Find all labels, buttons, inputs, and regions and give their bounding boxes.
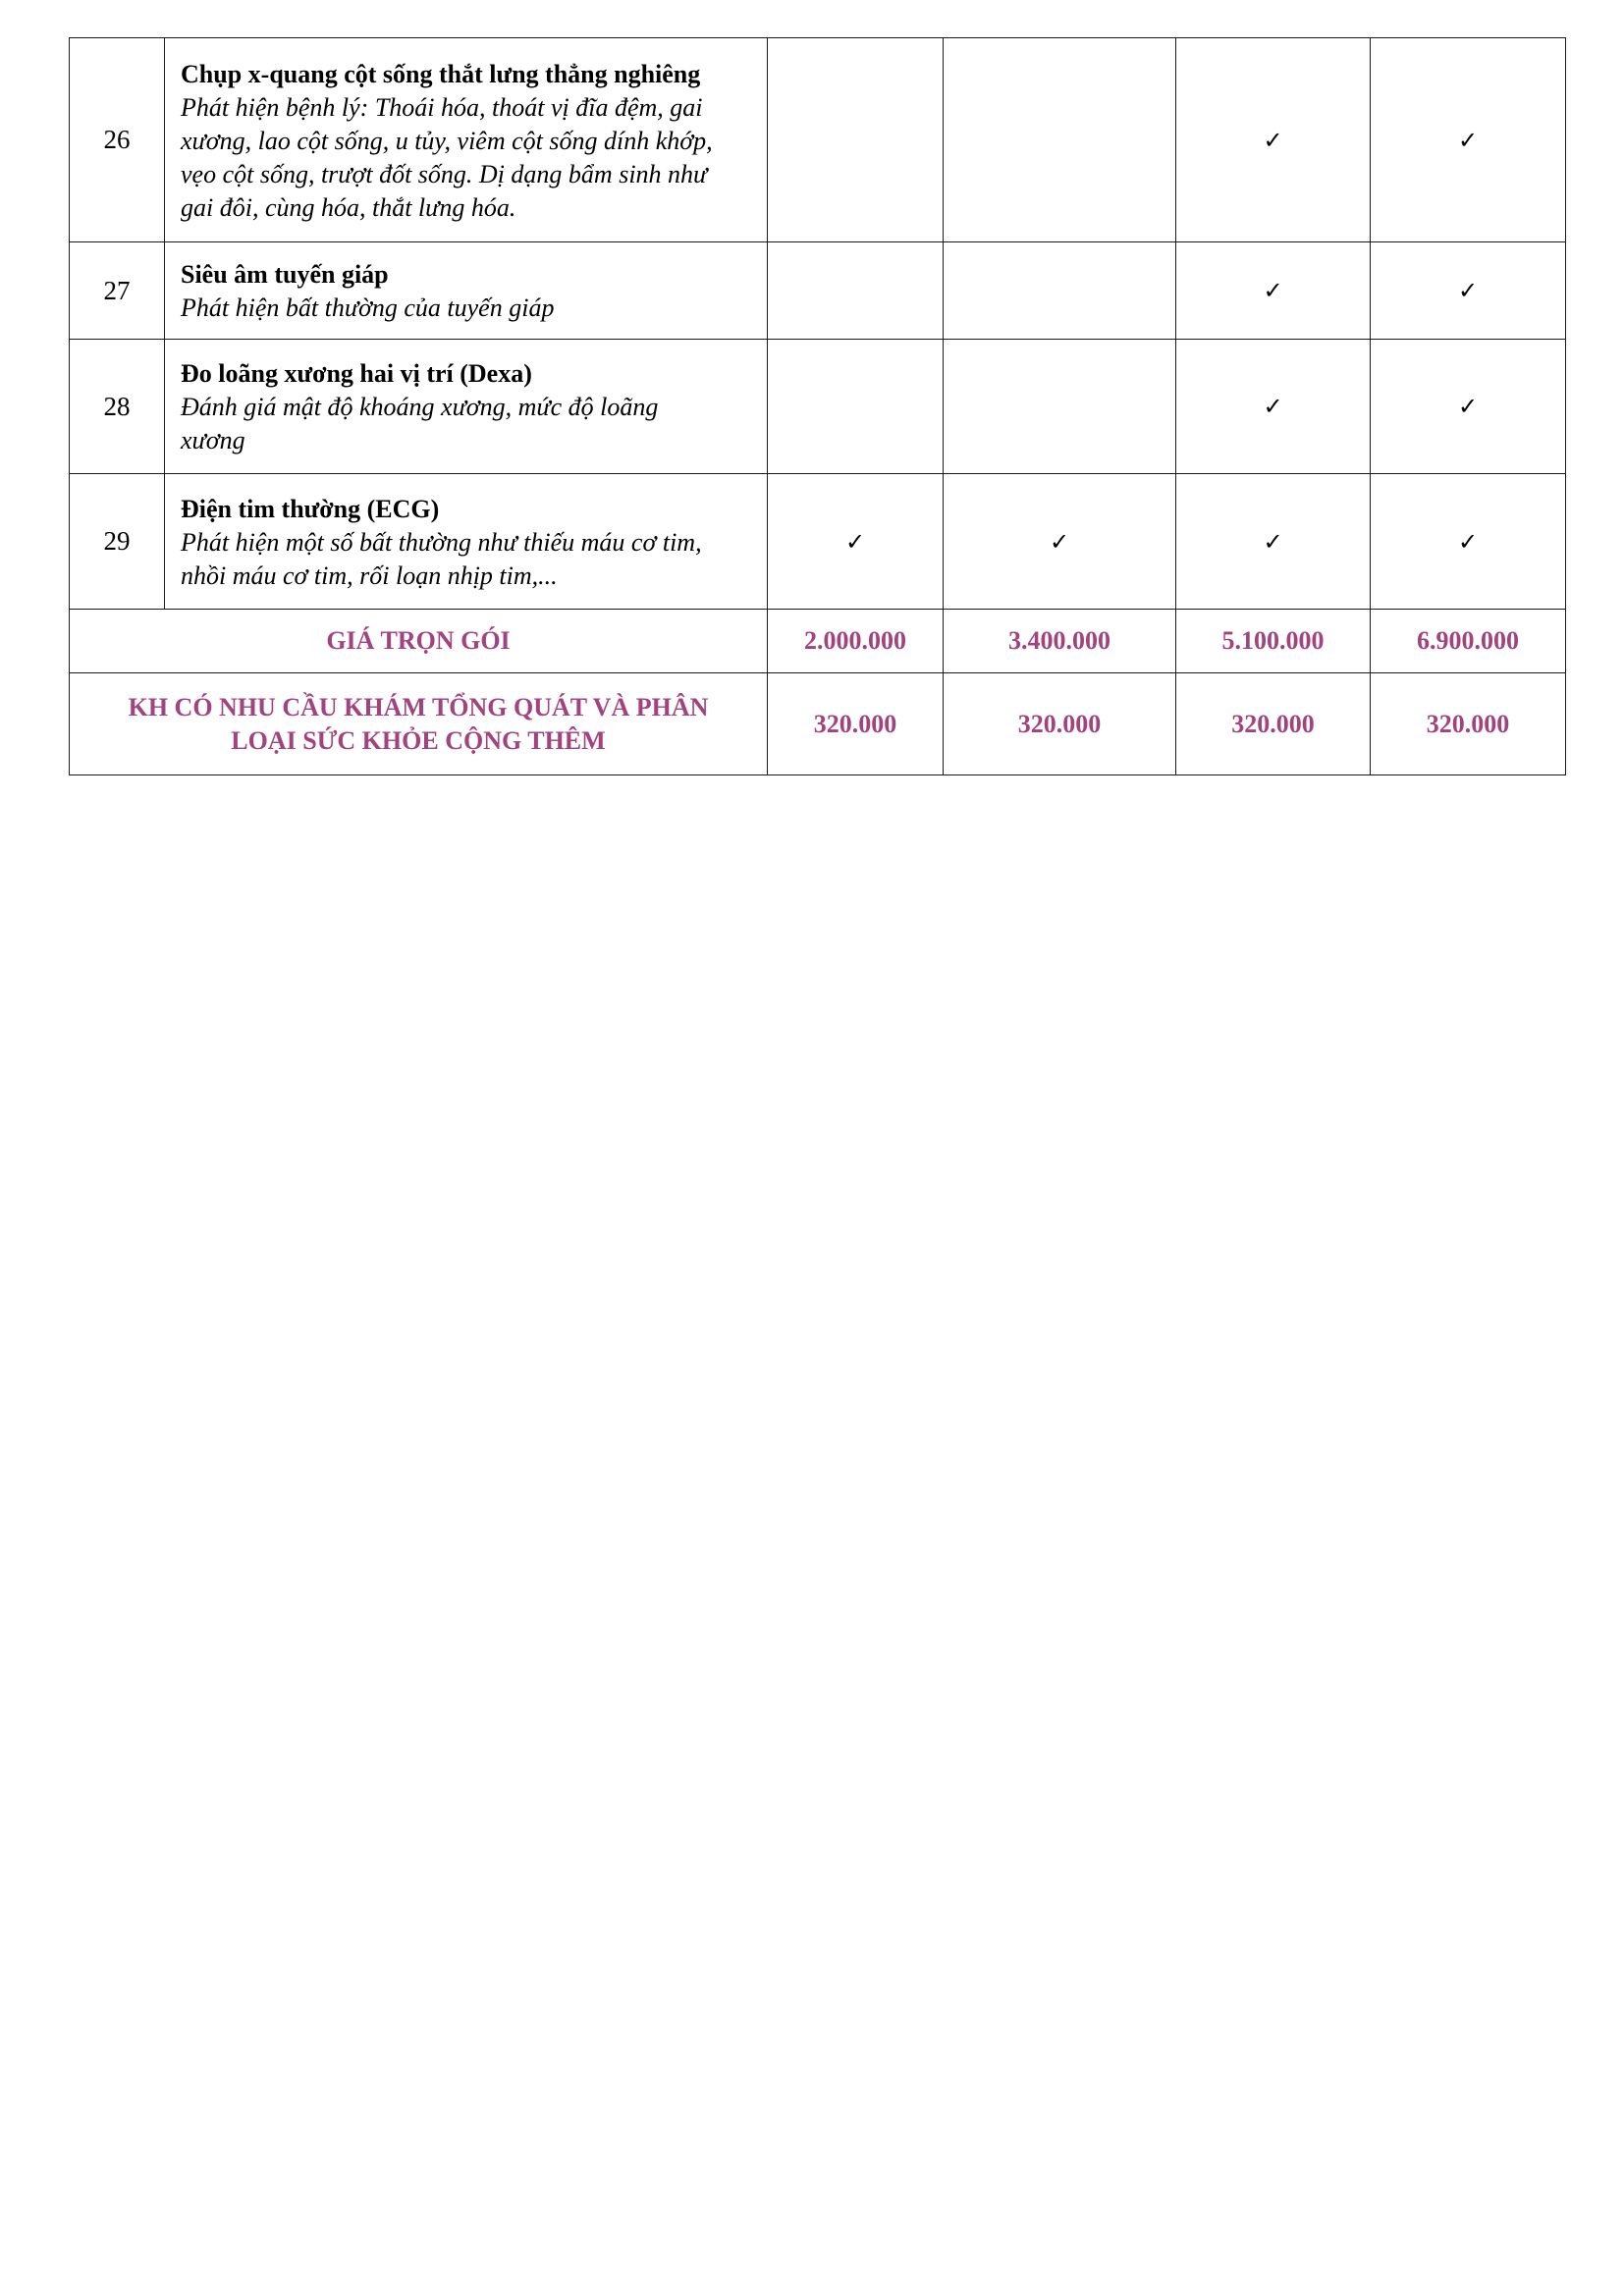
package-2-extra: 320.000 [944, 673, 1176, 775]
package-2-check [944, 340, 1176, 474]
item-note-line: Đánh giá mật độ khoáng xương, mức độ loãng [181, 393, 659, 421]
item-title: Siêu âm tuyến giáp [181, 260, 389, 289]
item-note-line: xương [181, 426, 245, 454]
table-row [70, 340, 1566, 474]
package-3-check: ✓ [1176, 340, 1371, 474]
package-4-check: ✓ [1371, 38, 1566, 242]
package-2-price: 3.400.000 [944, 610, 1176, 673]
row-description [165, 38, 768, 242]
package-3-price: 5.100.000 [1176, 610, 1371, 673]
service-price-table [69, 37, 1566, 775]
item-note-line: Phát hiện bệnh lý: Thoái hóa, thoát vị đĩa đệm, gai [181, 92, 703, 122]
package-price-row [70, 610, 1566, 673]
package-3-check: ✓ [1176, 242, 1371, 340]
row-description [165, 242, 768, 340]
extra-fee-label [70, 673, 768, 775]
package-1-check [768, 38, 944, 242]
package-4-price: 6.900.000 [1371, 610, 1566, 673]
package-4-check: ✓ [1371, 474, 1566, 610]
package-4-check: ✓ [1371, 242, 1566, 340]
extra-fee-label-line: LOẠI SỨC KHỎE CỘNG THÊM [231, 725, 606, 755]
table-row [70, 474, 1566, 610]
item-note-line: nhồi máu cơ tim, rối loạn nhịp tim,... [181, 561, 558, 590]
item-note-line: vẹo cột sống, trượt đốt sống. Dị dạng bẩm sinh như [181, 159, 708, 188]
package-3-check: ✓ [1176, 474, 1371, 610]
row-number: 27 [70, 242, 165, 340]
package-3-check: ✓ [1176, 38, 1371, 242]
package-1-check: ✓ [768, 474, 944, 610]
table-row [70, 242, 1566, 340]
item-note-line: Phát hiện bất thường của tuyến giáp [181, 294, 555, 322]
extra-fee-row [70, 673, 1566, 775]
package-1-check [768, 340, 944, 474]
row-number: 26 [70, 38, 165, 242]
package-4-check: ✓ [1371, 340, 1566, 474]
item-title: Đo loãng xương hai vị trí (Dexa) [181, 359, 532, 388]
row-number: 29 [70, 474, 165, 610]
extra-fee-label-line: KH CÓ NHU CẦU KHÁM TỔNG QUÁT VÀ PHÂN [128, 692, 709, 721]
row-description [165, 340, 768, 474]
package-2-check [944, 242, 1176, 340]
table-row [70, 38, 1566, 242]
item-note-line: xương, lao cột sống, u tủy, viêm cột sống dính khớp, [181, 126, 713, 155]
item-note-line: Phát hiện một số bất thường như thiếu máu cơ tim, [181, 527, 702, 557]
row-number: 28 [70, 340, 165, 474]
package-2-check: ✓ [944, 474, 1176, 610]
row-description [165, 474, 768, 610]
item-note-line: gai đôi, cùng hóa, thắt lưng hóa. [181, 192, 516, 222]
package-price-label: GIÁ TRỌN GÓI [70, 610, 768, 673]
item-title: Chụp x-quang cột sống thắt lưng thẳng nghiêng [181, 59, 701, 88]
item-title: Điện tim thường (ECG) [181, 494, 440, 523]
package-3-extra: 320.000 [1176, 673, 1371, 775]
package-4-extra: 320.000 [1371, 673, 1566, 775]
package-2-check [944, 38, 1176, 242]
package-1-extra: 320.000 [768, 673, 944, 775]
package-1-check [768, 242, 944, 340]
package-1-price: 2.000.000 [768, 610, 944, 673]
